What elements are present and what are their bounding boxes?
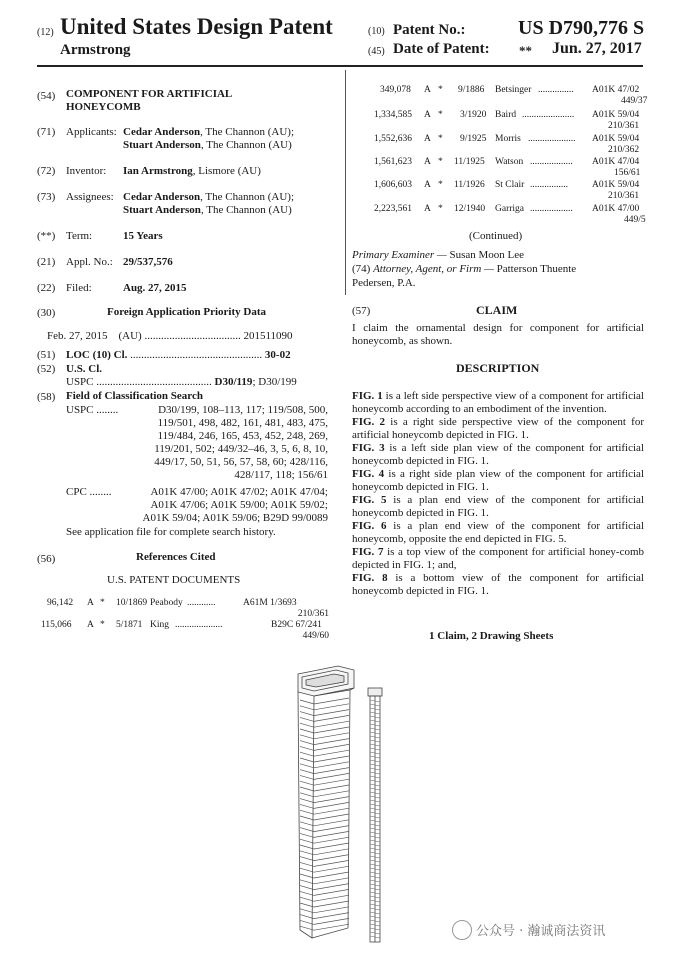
reference-row: 1,561,623 A * 11/1925 Watson .................. A01K 47/04 156/61 [374, 157, 641, 178]
comb-rung [300, 913, 349, 919]
reference-row: 2,223,561 A * 12/1940 Garriga .................. A01K 47/00 449/5 [374, 204, 646, 225]
comb-rung [300, 855, 349, 861]
assignee-2: Stuart Anderson, The Channon (AU) [123, 204, 292, 216]
f21-code: (21) [37, 256, 56, 268]
comb-rung [300, 773, 349, 779]
claim-text: I claim the ornamental design for component for artificial honeycomb, as shown. [352, 322, 644, 347]
uspc-line: D30/199, 108–113, 117; 119/508, 500, [158, 404, 328, 416]
term-code: (**) [37, 230, 56, 242]
wechat-icon [452, 920, 472, 940]
patent-no-label: Patent No.: [393, 22, 466, 38]
comb-rung [300, 739, 349, 745]
reference-row: 115,066 A * 5/1871 King .................... B29C 67/241 449/60 [41, 620, 329, 641]
uspc-line: 449/17, 50, 51, 56, 57, 58, 60; 428/116, [154, 456, 328, 468]
comb-rung [300, 814, 349, 820]
term-value: 15 Years [123, 230, 163, 242]
header-rule [37, 65, 643, 67]
uspc-line: 428/117, 118; 156/61 [234, 469, 328, 481]
f51-code: (51) [37, 349, 56, 361]
fig-desc: FIG. 3 is a left side plan view of the component for artificial honeycomb depicted in FIG. 1. [352, 442, 644, 467]
comb-rung [300, 889, 349, 895]
label-10: (10) [368, 26, 385, 37]
label-12: (12) [37, 27, 54, 38]
reference-row: 349,078 A * 9/1886 Betsinger ............... A01K 47/02 449/37 [380, 85, 648, 106]
patent-number: US D790,776 S [518, 17, 645, 39]
f58-uspc-lines [126, 404, 328, 482]
comb-rung [300, 797, 349, 803]
uspc-line: 119/201, 502; 449/32–46, 3, 5, 6, 8, 10, [154, 443, 328, 455]
comb-rung [300, 721, 349, 727]
primary-examiner: Primary Examiner — Susan Moon Lee [352, 249, 525, 261]
comb-rung [300, 849, 349, 855]
f58-code: (58) [37, 391, 56, 403]
f71-code: (71) [37, 126, 56, 138]
f30-code: (30) [37, 307, 56, 319]
comb-rung [300, 750, 349, 756]
comb-rung [300, 762, 349, 768]
cpc-line: A01K 47/00; A01K 47/02; A01K 47/04; [150, 486, 328, 498]
term-label: Term: [66, 230, 93, 242]
comb-rung [300, 831, 349, 837]
f58-uspc-label: USPC ........ [66, 404, 119, 416]
appl-no: 29/537,576 [123, 256, 173, 268]
priority-title: Foreign Application Priority Data [107, 306, 266, 318]
reference-row: 1,552,636 A * 9/1925 Morris .................... A01K 59/04 210/362 [374, 134, 640, 155]
us-docs-title: U.S. PATENT DOCUMENTS [107, 574, 241, 586]
comb-rung [300, 872, 349, 878]
column-divider [345, 70, 346, 295]
comb-rung [300, 768, 349, 774]
fig-desc: FIG. 4 is a right side plan view of the component for artificial honeycomb depicted in FIG. 1. [352, 468, 644, 493]
assignee-1: Cedar Anderson, The Channon (AU); [123, 191, 295, 203]
filed-date: Aug. 27, 2015 [123, 282, 187, 294]
comb-rung [300, 820, 349, 826]
cpc-lines [114, 486, 328, 525]
fig-desc: FIG. 1 is a left side perspective view of a component for artificial honeycomb according to an embodiment of the invention. [352, 390, 644, 415]
uspc-line: 119/501, 498, 482, 161, 481, 483, 475, [157, 417, 328, 429]
continued-note: (Continued) [469, 230, 523, 242]
description-title: DESCRIPTION [456, 361, 540, 375]
comb-rung [300, 837, 349, 843]
comb-rung [300, 733, 349, 739]
comb-rung [300, 918, 349, 924]
comb-rung [300, 884, 349, 890]
cpc-label: CPC ........ [66, 486, 112, 498]
reference-row: 96,142 A * 10/1869 Peabody ............ A61M 1/3693 210/361 [47, 598, 329, 619]
f73-label: Assignees: [66, 191, 114, 203]
comb-rung [300, 924, 349, 930]
comb-rung [300, 704, 349, 710]
comb-rung [300, 808, 349, 814]
inventor-surname: Armstrong [60, 42, 131, 58]
see-application: See application file for complete search history. [66, 526, 276, 538]
fig-desc: FIG. 5 is a plan end view of the component for artificial honeycomb depicted in FIG. 1. [352, 494, 645, 519]
inventor: Ian Armstrong, Lismore (AU) [123, 165, 261, 177]
attorney: (74) Attorney, Agent, or Firm — Patterson Thuente [352, 263, 577, 275]
comb-rung [300, 826, 349, 832]
patent-type-title: United States Design Patent [60, 14, 333, 39]
cpc-line: A01K 47/06; A01K 59/00; A01K 59/02; [150, 499, 328, 511]
title-line2: HONEYCOMB [66, 101, 141, 113]
references-title: References Cited [136, 551, 216, 563]
comb-rung [300, 895, 349, 901]
comb-rung [300, 710, 349, 716]
comb-rung [300, 791, 349, 797]
claims-sheets: 1 Claim, 2 Drawing Sheets [429, 630, 554, 642]
fig-desc: FIG. 8 is a bottom view of the component for artificial honeycomb depicted in FIG. 1. [352, 572, 644, 597]
title-line1: COMPONENT FOR ARTIFICIAL [66, 88, 233, 100]
label-45: (45) [368, 46, 385, 57]
honeycomb-drawing [290, 660, 400, 945]
f72-label: Inventor: [66, 165, 107, 177]
comb-rung [300, 907, 349, 913]
f73-code: (73) [37, 191, 56, 203]
description-body [352, 390, 644, 598]
f56-code: (56) [37, 553, 56, 565]
comb-rung [300, 744, 349, 750]
date-marker: ** [519, 43, 532, 58]
f21-label: Appl. No.: [66, 256, 113, 268]
us-cl-label: U.S. Cl. [66, 363, 103, 375]
f72-code: (72) [37, 165, 56, 177]
date-label: Date of Patent: [393, 41, 490, 57]
comb-rung [300, 802, 349, 808]
comb-rung [300, 901, 349, 907]
cpc-line: A01K 59/04; A01K 59/06; B29D 99/0089 [142, 512, 328, 524]
comb-rung [300, 785, 349, 791]
watermark-text: 公众号 · 瀚诚商法资讯 [476, 924, 606, 939]
loc-class: LOC (10) Cl. ................................................ 30-02 [66, 349, 291, 361]
comb-rung [300, 860, 349, 866]
field-search-title: Field of Classification Search [66, 390, 203, 402]
fig-desc: FIG. 2 is a right side perspective view of the component for artificial honeycomb depicted in FIG. 1. [352, 416, 644, 441]
f54-code: (54) [37, 90, 56, 102]
uspc-line: 119/484, 246, 165, 453, 452, 248, 269, [157, 430, 328, 442]
comb-rung [300, 779, 349, 785]
comb-rung [300, 843, 349, 849]
reference-row: 1,334,585 A * 3/1920 Baird ...................... A01K 59/04 210/361 [374, 110, 640, 131]
comb-rung [300, 715, 349, 721]
comb-rung [300, 698, 349, 704]
f71-label: Applicants: [66, 126, 117, 138]
fig-desc: FIG. 6 is a plan end view of the component for artificial honeycomb, opposite the end depicted in FIG. 5. [352, 520, 645, 545]
fig-desc: FIG. 7 is a top view of the component for artificial honey-comb depicted in FIG. 1; and, [352, 546, 645, 571]
comb-rung [300, 866, 349, 872]
comb-rung [300, 878, 349, 884]
f22-label: Filed: [66, 282, 92, 294]
priority-row: Feb. 27, 2015 (AU) ................................... 201511090 [47, 330, 293, 342]
f22-code: (22) [37, 282, 56, 294]
comb-rung [300, 727, 349, 733]
uspc-row: USPC .......................................... D30/119; D30/199 [66, 376, 297, 388]
f52-code: (52) [37, 363, 56, 375]
comb-rung [300, 756, 349, 762]
f57-code: (57) [352, 305, 371, 317]
claim-title: CLAIM [476, 303, 518, 317]
applicant-1: Cedar Anderson, The Channon (AU); [123, 126, 295, 138]
attorney-line2: Pedersen, P.A. [352, 277, 416, 289]
reference-row: 1,606,603 A * 11/1926 St Clair ................ A01K 59/04 210/361 [374, 180, 640, 201]
applicant-2: Stuart Anderson, The Channon (AU) [123, 139, 292, 151]
patent-date: Jun. 27, 2017 [552, 40, 642, 57]
